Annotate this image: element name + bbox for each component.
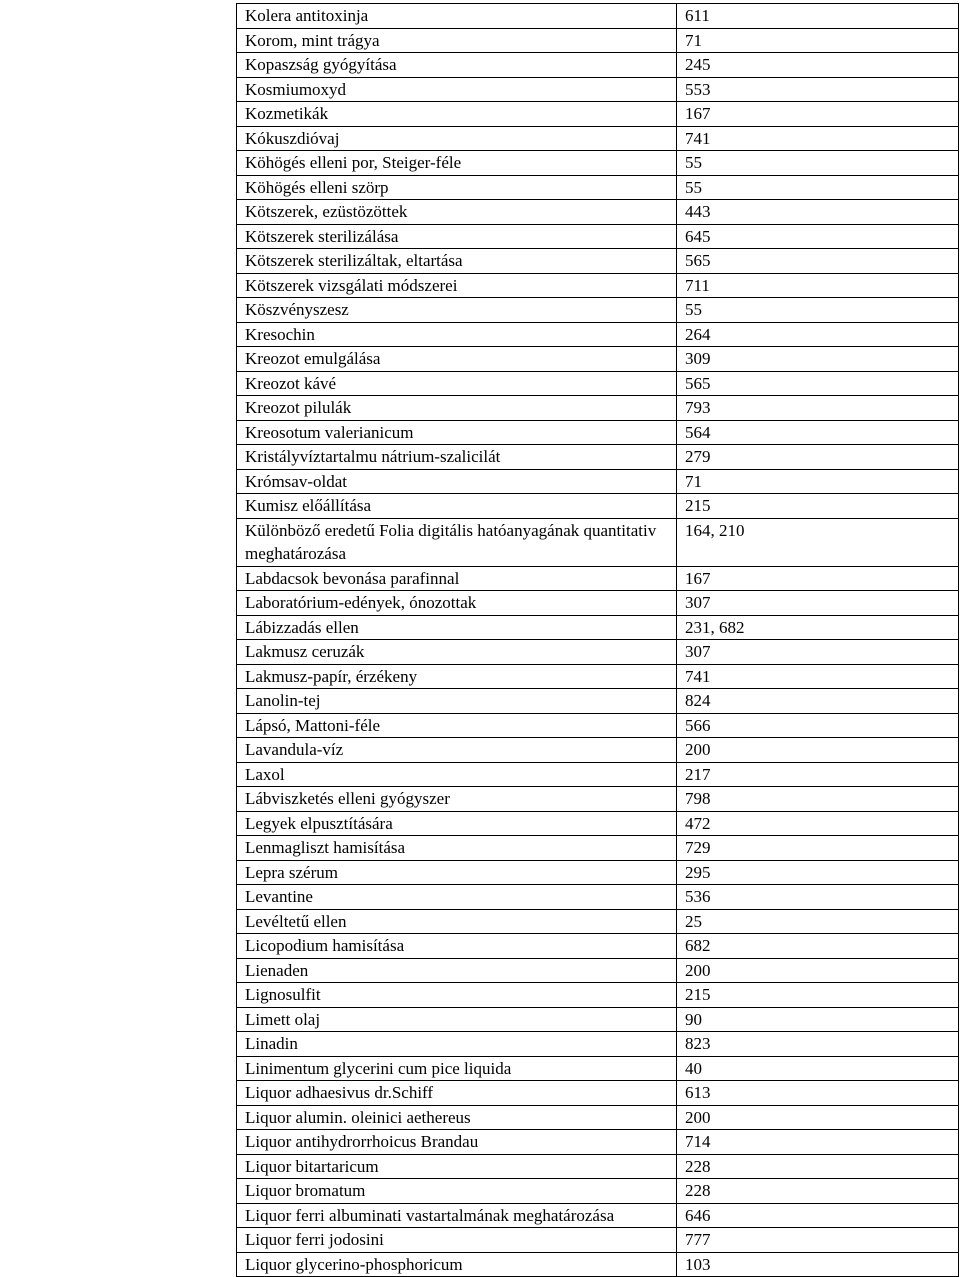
index-page-cell: 553 xyxy=(677,77,959,102)
index-term-cell: Liquor antihydrorrhoicus Brandau xyxy=(237,1130,677,1155)
index-term-cell: Kötszerek, ezüstözöttek xyxy=(237,200,677,225)
table-row xyxy=(237,102,959,127)
index-term-cell: Kókuszdióvaj xyxy=(237,126,677,151)
index-term-cell: Lignosulfit xyxy=(237,983,677,1008)
index-term-cell: Lienaden xyxy=(237,958,677,983)
index-term-cell: Kristályvíztartalmu nátrium-szalicilát xyxy=(237,445,677,470)
index-page-cell: 682 xyxy=(677,934,959,959)
index-term-cell: Lábviszketés elleni gyógyszer xyxy=(237,787,677,812)
index-term-cell: Kötszerek vizsgálati módszerei xyxy=(237,273,677,298)
index-term-cell: Liquor ferri jodosini xyxy=(237,1228,677,1253)
table-row xyxy=(237,811,959,836)
index-term-cell: Kopaszság gyógyítása xyxy=(237,53,677,78)
index-page-cell: 646 xyxy=(677,1203,959,1228)
index-page-cell: 309 xyxy=(677,347,959,372)
index-term-cell: Licopodium hamisítása xyxy=(237,934,677,959)
table-row xyxy=(237,762,959,787)
index-page-cell: 472 xyxy=(677,811,959,836)
index-term-cell: Lanolin-tej xyxy=(237,689,677,714)
index-term-cell: Laboratórium-edények, ónozottak xyxy=(237,591,677,616)
index-term-cell: Kolera antitoxinja xyxy=(237,4,677,29)
index-page-cell: 611 xyxy=(677,4,959,29)
table-row xyxy=(237,860,959,885)
index-page-cell: 228 xyxy=(677,1154,959,1179)
index-term-cell: Labdacsok bevonása parafinnal xyxy=(237,566,677,591)
index-page-cell: 167 xyxy=(677,566,959,591)
table-row xyxy=(237,175,959,200)
index-page-cell: 245 xyxy=(677,53,959,78)
table-row xyxy=(237,224,959,249)
table-row xyxy=(237,53,959,78)
index-page-cell: 741 xyxy=(677,126,959,151)
table-row xyxy=(237,322,959,347)
index-page-cell: 823 xyxy=(677,1032,959,1057)
table-row xyxy=(237,738,959,763)
table-row xyxy=(237,298,959,323)
table-row xyxy=(237,983,959,1008)
table-row xyxy=(237,640,959,665)
table-row xyxy=(237,469,959,494)
index-page-cell: 798 xyxy=(677,787,959,812)
table-row xyxy=(237,836,959,861)
table-row xyxy=(237,518,959,566)
table-row xyxy=(237,591,959,616)
index-page-cell: 215 xyxy=(677,983,959,1008)
table-row xyxy=(237,1007,959,1032)
index-term-cell: Lábizzadás ellen xyxy=(237,615,677,640)
index-page-cell: 40 xyxy=(677,1056,959,1081)
index-term-cell: Liquor alumin. oleinici aethereus xyxy=(237,1105,677,1130)
table-row xyxy=(237,787,959,812)
table-row xyxy=(237,200,959,225)
index-page-cell: 564 xyxy=(677,420,959,445)
index-page-cell: 307 xyxy=(677,640,959,665)
index-page-cell: 824 xyxy=(677,689,959,714)
index-term-cell: Laxol xyxy=(237,762,677,787)
index-page-cell: 200 xyxy=(677,1105,959,1130)
index-term-cell: Kreozot emulgálása xyxy=(237,347,677,372)
table-row xyxy=(237,713,959,738)
index-page-cell: 793 xyxy=(677,396,959,421)
table-row xyxy=(237,445,959,470)
table-row xyxy=(237,1228,959,1253)
index-term-cell: Kreosotum valerianicum xyxy=(237,420,677,445)
index-page-cell: 200 xyxy=(677,958,959,983)
index-page-cell: 729 xyxy=(677,836,959,861)
table-row xyxy=(237,566,959,591)
index-term-cell: Legyek elpusztítására xyxy=(237,811,677,836)
index-page-cell: 103 xyxy=(677,1252,959,1277)
index-term-cell: Köhögés elleni szörp xyxy=(237,175,677,200)
index-term-cell: Lenmagliszt hamisítása xyxy=(237,836,677,861)
index-page-cell: 565 xyxy=(677,249,959,274)
index-term-cell: Köszvényszesz xyxy=(237,298,677,323)
index-page-cell: 164, 210 xyxy=(677,518,959,566)
index-page-cell: 25 xyxy=(677,909,959,934)
index-term-cell: Lápsó, Mattoni-féle xyxy=(237,713,677,738)
table-row xyxy=(237,934,959,959)
index-page-cell: 200 xyxy=(677,738,959,763)
table-row xyxy=(237,664,959,689)
index-term-cell: Limett olaj xyxy=(237,1007,677,1032)
table-row xyxy=(237,420,959,445)
index-term-cell: Lakmusz-papír, érzékeny xyxy=(237,664,677,689)
table-row xyxy=(237,1252,959,1277)
index-term-cell: Liquor bitartaricum xyxy=(237,1154,677,1179)
index-term-cell: Köhögés elleni por, Steiger-féle xyxy=(237,151,677,176)
index-term-cell: Kosmiumoxyd xyxy=(237,77,677,102)
table-row xyxy=(237,615,959,640)
index-term-cell: Liquor glycerino-phosphoricum xyxy=(237,1252,677,1277)
table-row xyxy=(237,1154,959,1179)
index-page-cell: 645 xyxy=(677,224,959,249)
index-page-cell: 264 xyxy=(677,322,959,347)
index-table-body xyxy=(237,4,959,1277)
index-page-cell: 55 xyxy=(677,151,959,176)
table-row xyxy=(237,396,959,421)
table-row xyxy=(237,909,959,934)
index-page-cell: 71 xyxy=(677,469,959,494)
index-term-cell: Korom, mint trágya xyxy=(237,28,677,53)
table-row xyxy=(237,28,959,53)
index-page-cell: 613 xyxy=(677,1081,959,1106)
index-term-cell: Kreozot kávé xyxy=(237,371,677,396)
index-page-cell: 55 xyxy=(677,175,959,200)
index-page-cell: 777 xyxy=(677,1228,959,1253)
index-page-cell: 565 xyxy=(677,371,959,396)
table-row xyxy=(237,1081,959,1106)
table-row xyxy=(237,958,959,983)
index-term-cell: Kozmetikák xyxy=(237,102,677,127)
index-page-cell: 443 xyxy=(677,200,959,225)
table-row xyxy=(237,1203,959,1228)
table-row xyxy=(237,77,959,102)
table-row xyxy=(237,689,959,714)
index-page-cell: 307 xyxy=(677,591,959,616)
index-page-cell: 295 xyxy=(677,860,959,885)
index-page-cell: 55 xyxy=(677,298,959,323)
table-row xyxy=(237,151,959,176)
index-term-cell: Krómsav-oldat xyxy=(237,469,677,494)
index-page-cell: 714 xyxy=(677,1130,959,1155)
index-page-cell: 228 xyxy=(677,1179,959,1204)
index-term-cell: Kötszerek sterilizáltak, eltartása xyxy=(237,249,677,274)
index-page-cell: 71 xyxy=(677,28,959,53)
index-term-cell: Kreozot pilulák xyxy=(237,396,677,421)
table-row xyxy=(237,4,959,29)
table-row xyxy=(237,1032,959,1057)
table-row xyxy=(237,249,959,274)
index-term-cell: Lepra szérum xyxy=(237,860,677,885)
table-row xyxy=(237,347,959,372)
index-term-cell: Lavandula-víz xyxy=(237,738,677,763)
index-term-cell: Levéltetű ellen xyxy=(237,909,677,934)
table-row xyxy=(237,273,959,298)
index-term-cell: Liquor adhaesivus dr.Schiff xyxy=(237,1081,677,1106)
index-table xyxy=(236,3,959,1277)
index-page-cell: 215 xyxy=(677,494,959,519)
table-row xyxy=(237,126,959,151)
table-row xyxy=(237,1105,959,1130)
index-page-cell: 279 xyxy=(677,445,959,470)
index-term-cell: Linadin xyxy=(237,1032,677,1057)
index-page-cell: 741 xyxy=(677,664,959,689)
table-row xyxy=(237,1179,959,1204)
index-page-cell: 536 xyxy=(677,885,959,910)
index-page-cell: 566 xyxy=(677,713,959,738)
index-term-cell: Lakmusz ceruzák xyxy=(237,640,677,665)
table-row xyxy=(237,885,959,910)
table-row xyxy=(237,494,959,519)
index-term-cell: Különböző eredetű Folia digitális hatóanyagának quantitativ meghatározása xyxy=(237,518,677,566)
index-page-cell: 167 xyxy=(677,102,959,127)
index-page-cell: 90 xyxy=(677,1007,959,1032)
index-page-cell: 217 xyxy=(677,762,959,787)
index-page-cell: 231, 682 xyxy=(677,615,959,640)
index-term-cell: Kumisz előállítása xyxy=(237,494,677,519)
table-row xyxy=(237,1056,959,1081)
index-term-cell: Kötszerek sterilizálása xyxy=(237,224,677,249)
index-page-cell: 711 xyxy=(677,273,959,298)
index-term-cell: Levantine xyxy=(237,885,677,910)
index-term-cell: Linimentum glycerini cum pice liquida xyxy=(237,1056,677,1081)
index-term-cell: Liquor bromatum xyxy=(237,1179,677,1204)
index-term-cell: Liquor ferri albuminati vastartalmának meghatározása xyxy=(237,1203,677,1228)
table-row xyxy=(237,371,959,396)
index-term-cell: Kresochin xyxy=(237,322,677,347)
table-row xyxy=(237,1130,959,1155)
